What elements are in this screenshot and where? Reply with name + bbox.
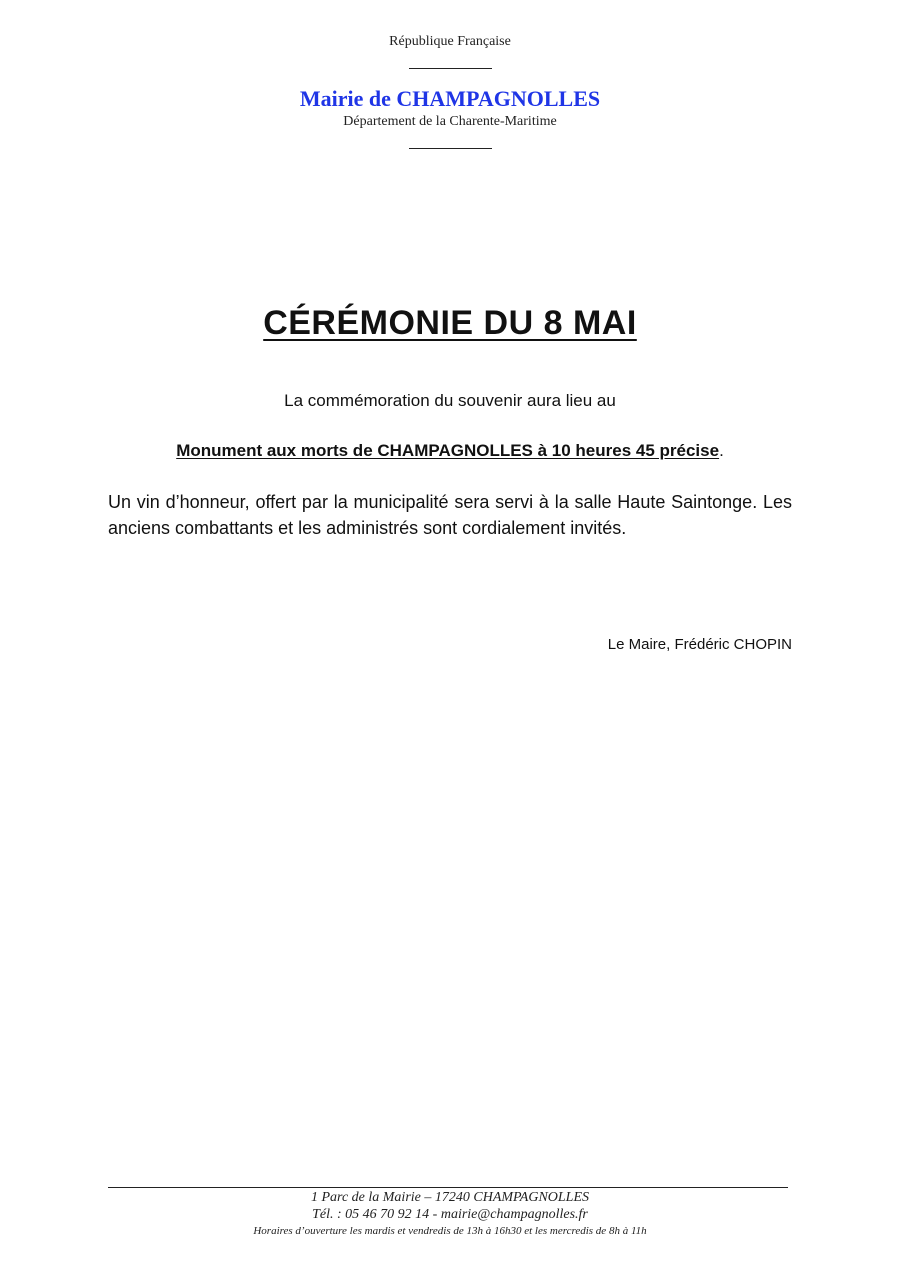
location-line — [0, 441, 900, 461]
header-divider-bottom — [409, 148, 492, 149]
departement-subtitle: Département de la Charente-Maritime — [343, 114, 557, 129]
intro-line: La commémoration du souvenir aura lieu au — [284, 391, 616, 410]
body-paragraph: Un vin d’honneur, offert par la municipalité sera servi à la salle Haute Saintonge. Les anciens combattants et les administrés sont cordialement invités. — [108, 492, 792, 538]
location-text: Monument aux morts de CHAMPAGNOLLES à 10 heures 45 précise — [176, 441, 720, 460]
republique-heading: République Française — [389, 34, 511, 49]
document-title-text: CÉRÉMONIE DU 8 MAI — [263, 304, 637, 342]
signature: Le Maire, Frédéric CHOPIN — [607, 636, 792, 653]
location-suffix: . — [719, 441, 724, 460]
footer-address: 1 Parc de la Mairie – 17240 CHAMPAGNOLLES — [310, 1190, 590, 1205]
footer-contact: Tél. : 05 46 70 92 14 - mairie@champagnolles.fr — [312, 1207, 588, 1222]
footer-opening-hours: Horaires d’ouverture les mardis et vendredis de 13h à 16h30 et les mercredis de 8h à 11h — [253, 1225, 647, 1237]
document-title — [0, 304, 900, 343]
header-divider-top — [409, 68, 492, 69]
mairie-title: Mairie de CHAMPAGNOLLES — [299, 86, 601, 111]
footer-divider — [108, 1187, 788, 1188]
